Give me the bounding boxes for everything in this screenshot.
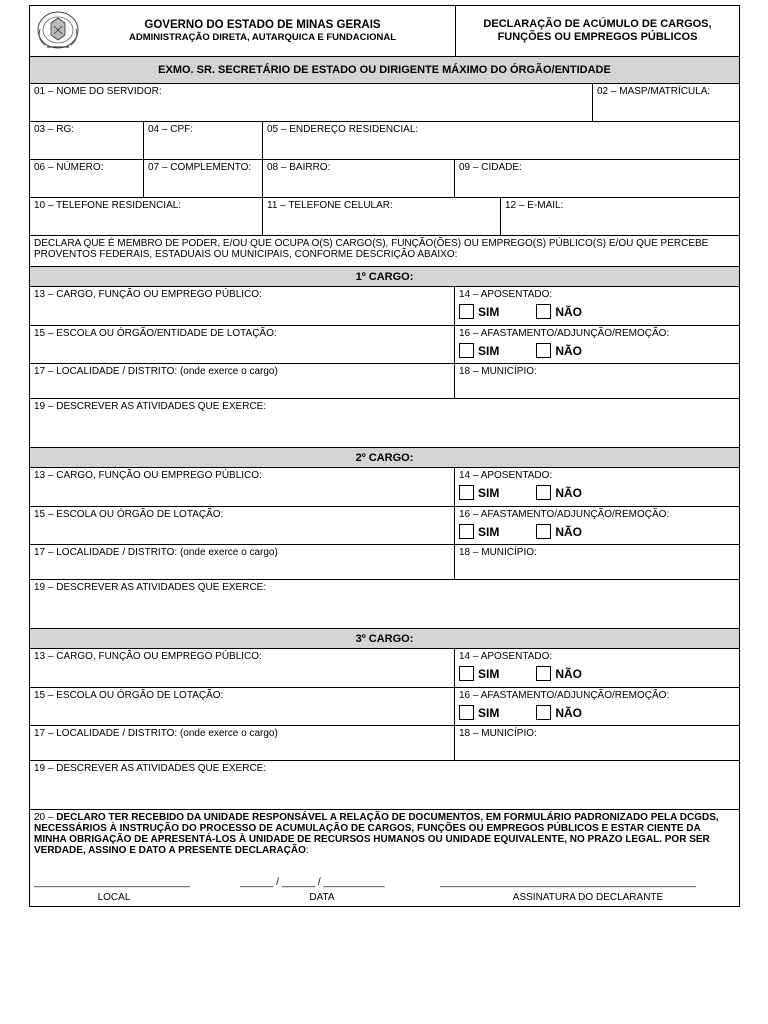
- number-field[interactable]: 06 – NÚMERO:: [30, 160, 144, 197]
- cargo-3-retired-field: [455, 649, 739, 687]
- final-declaration: [30, 810, 739, 906]
- cargo-3-row-activities: [30, 761, 739, 810]
- row-documents: [30, 122, 739, 160]
- cargo-3-leave-field: [455, 688, 739, 725]
- cargo-3-retired-no-checkbox[interactable]: [536, 666, 551, 681]
- cargo-1-retired-yes-checkbox[interactable]: [459, 304, 474, 319]
- cargo-1-row-activities: [30, 399, 739, 448]
- cargo-3-retired-yes-checkbox[interactable]: [459, 666, 474, 681]
- servant-name-field[interactable]: 01 – NOME DO SERVIDOR:: [30, 84, 593, 121]
- cargo-2-row-lotacao: [30, 507, 739, 545]
- local-label: LOCAL: [97, 892, 131, 903]
- cargo-1-activities-field[interactable]: 19 – DESCREVER AS ATIVIDADES QUE EXERCE:: [34, 401, 267, 412]
- cargo-2-row-activities: [30, 580, 739, 629]
- cargo-2-retired-yes-checkbox[interactable]: [459, 485, 474, 500]
- cargo-1-position-field[interactable]: 13 – CARGO, FUNÇÃO OU EMPREGO PÚBLICO:: [30, 287, 455, 325]
- row-address-details: [30, 160, 739, 198]
- cargo-2-band: 2º CARGO:: [30, 448, 739, 468]
- cargo-2-activities-field[interactable]: 19 – DESCREVER AS ATIVIDADES QUE EXERCE:: [34, 582, 267, 593]
- cargo-1-retired-field: [455, 287, 739, 325]
- cargo-1-leave-label: 16 – AFASTAMENTO/ADJUNÇÃO/REMOÇÃO:: [459, 328, 670, 339]
- cargo-2-leave-no-label: NÃO: [555, 524, 583, 539]
- masp-field[interactable]: 02 – MASP/MATRÍCULA:: [597, 86, 711, 97]
- cargo-1-retired-yes-label: SIM: [478, 304, 500, 319]
- cargo-3-leave-label: 16 – AFASTAMENTO/ADJUNÇÃO/REMOÇÃO:: [459, 690, 670, 701]
- cargo-1-band: 1º CARGO:: [30, 267, 739, 287]
- government-title: GOVERNO DO ESTADO DE MINAS GERAIS: [144, 19, 381, 31]
- state-coat-of-arms-icon: [35, 9, 81, 52]
- cargo-2-leave-yes-checkbox[interactable]: [459, 524, 474, 539]
- final-declaration-number: 20 –: [34, 812, 57, 823]
- cargo-1-retired-label: 14 – APOSENTADO:: [459, 289, 553, 300]
- cargo-3-lotacao-field[interactable]: 15 – ESCOLA OU ÓRGÃO DE LOTAÇÃO:: [30, 688, 455, 725]
- cargo-2-retired-field: [455, 468, 739, 506]
- cargo-1-row-position: [30, 287, 739, 326]
- cargo-2-leave-label: 16 – AFASTAMENTO/ADJUNÇÃO/REMOÇÃO:: [459, 509, 670, 520]
- cargo-3-position-field[interactable]: 13 – CARGO, FUNÇÃO OU EMPREGO PÚBLICO:: [30, 649, 455, 687]
- cargo-1-row-location: [30, 364, 739, 399]
- declaration-form: [29, 5, 740, 907]
- neighborhood-field[interactable]: 08 – BAIRRO:: [263, 160, 455, 197]
- local-signature-line[interactable]: ____________________________: [34, 877, 190, 888]
- cargo-1-leave-field: [455, 326, 739, 363]
- cargo-2-row-location: [30, 545, 739, 580]
- cargo-1-locality-field[interactable]: 17 – LOCALIDADE / DISTRITO: (onde exerce o cargo): [30, 364, 455, 398]
- declarant-signature-line[interactable]: ______________________________________________: [440, 877, 696, 888]
- government-subtitle: ADMINISTRAÇÃO DIRETA, AUTARQUICA E FUNDACIONAL: [128, 32, 397, 43]
- cargo-3-row-lotacao: [30, 688, 739, 726]
- cargo-2-leave-field: [455, 507, 739, 544]
- addressee-band: EXMO. SR. SECRETÁRIO DE ESTADO OU DIRIGENTE MÁXIMO DO ÓRGÃO/ENTIDADE: [30, 57, 739, 84]
- cargo-2-retired-no-label: NÃO: [555, 485, 583, 500]
- cargo-1-leave-no-label: NÃO: [555, 343, 583, 358]
- cargo-3-municipality-field[interactable]: 18 – MUNICÍPIO:: [459, 728, 537, 739]
- final-declaration-colon: :: [305, 845, 309, 856]
- cargo-3-activities-field[interactable]: 19 – DESCREVER AS ATIVIDADES QUE EXERCE:: [34, 763, 267, 774]
- cargo-1-lotacao-field[interactable]: 15 – ESCOLA OU ÓRGÃO/ENTIDADE DE LOTAÇÃO:: [30, 326, 455, 363]
- cargo-3-leave-yes-checkbox[interactable]: [459, 705, 474, 720]
- cargo-2-retired-label: 14 – APOSENTADO:: [459, 470, 553, 481]
- cargo-2-position-field[interactable]: 13 – CARGO, FUNÇÃO OU EMPREGO PÚBLICO:: [30, 468, 455, 506]
- date-label: DATA: [309, 892, 335, 903]
- complement-field[interactable]: 07 – COMPLEMENTO:: [144, 160, 263, 197]
- form-header: [30, 6, 739, 57]
- cargo-3-retired-yes-label: SIM: [478, 666, 500, 681]
- cargo-1-leave-yes-label: SIM: [478, 343, 500, 358]
- cell-phone-field[interactable]: 11 – TELEFONE CELULAR:: [263, 198, 501, 235]
- home-phone-field[interactable]: 10 – TELEFONE RESIDENCIAL:: [30, 198, 263, 235]
- cargo-3-locality-field[interactable]: 17 – LOCALIDADE / DISTRITO: (onde exerce o cargo): [30, 726, 455, 760]
- cargo-3-row-position: [30, 649, 739, 688]
- cargo-3-leave-no-checkbox[interactable]: [536, 705, 551, 720]
- row-name: [30, 84, 739, 122]
- cargo-1-retired-no-label: NÃO: [555, 304, 583, 319]
- cargo-2-retired-no-checkbox[interactable]: [536, 485, 551, 500]
- document-title-line-2: FUNÇÕES OU EMPREGOS PÚBLICOS: [497, 31, 698, 43]
- cargo-2-locality-field[interactable]: 17 – LOCALIDADE / DISTRITO: (onde exerce o cargo): [30, 545, 455, 579]
- date-signature-line[interactable]: ______ / ______ / ___________: [240, 877, 385, 888]
- cargo-2-municipality-field[interactable]: 18 – MUNICÍPIO:: [459, 547, 537, 558]
- declarant-signature-label: ASSINATURA DO DECLARANTE: [512, 892, 664, 903]
- cpf-field[interactable]: 04 – CPF:: [144, 122, 263, 159]
- cargo-3-row-location: [30, 726, 739, 761]
- city-field[interactable]: 09 – CIDADE:: [459, 162, 522, 173]
- cargo-3-leave-no-label: NÃO: [555, 705, 583, 720]
- row-contacts: [30, 198, 739, 236]
- rg-field[interactable]: 03 – RG:: [30, 122, 144, 159]
- declaration-statement: DECLARA QUE É MEMBRO DE PODER, E/OU QUE OCUPA O(S) CARGO(S), FUNÇÃO(ÕES) OU EMPREGO(S) PÚBLICO(S) E/OU QUE PERCEBE PROVENTOS FEDERAIS, ESTADUAIS OU MUNICIPAIS, CONFORME DESCRIÇÃO ABAIXO:: [30, 236, 739, 267]
- cargo-3-band: 3º CARGO:: [30, 629, 739, 649]
- document-title-line-1: DECLARAÇÃO DE ACÚMULO DE CARGOS,: [483, 18, 712, 30]
- final-declaration-body: DECLARO TER RECEBIDO DA UNIDADE RESPONSÁVEL A RELAÇÃO DE DOCUMENTOS, EM FORMULÁRIO PADRONIZADO PELA DCGDS, NECESSÁRIOS À INSTRUÇÃO DO PROCESSO DE ACUMULAÇÃO DE CARGOS, FUNÇÕES OU EMPREGOS PÚBLICOS E ESTAR CIENTE DA MINHA OBRIGAÇÃO DE APRESENTÁ-LOS À UNIDADE DE RECURSOS HUMANOS OU UNIDADE EQUIVALENTE, NO PRAZO LEGAL. POR SER VERDADE, ASSINO E DATO A PRESENTE DECLARAÇÃO: [34, 812, 719, 856]
- cargo-2-row-position: [30, 468, 739, 507]
- cargo-3-leave-yes-label: SIM: [478, 705, 500, 720]
- cargo-1-leave-yes-checkbox[interactable]: [459, 343, 474, 358]
- cargo-2-lotacao-field[interactable]: 15 – ESCOLA OU ÓRGÃO DE LOTAÇÃO:: [30, 507, 455, 544]
- email-field[interactable]: 12 – E-MAIL:: [505, 200, 564, 211]
- cargo-3-retired-label: 14 – APOSENTADO:: [459, 651, 553, 662]
- government-header: [30, 6, 456, 56]
- cargo-1-row-lotacao: [30, 326, 739, 364]
- cargo-1-municipality-field[interactable]: 18 – MUNICÍPIO:: [459, 366, 537, 377]
- cargo-2-leave-no-checkbox[interactable]: [536, 524, 551, 539]
- final-declaration-text: [34, 812, 735, 856]
- cargo-2-retired-yes-label: SIM: [478, 485, 500, 500]
- cargo-2-leave-yes-label: SIM: [478, 524, 500, 539]
- address-field[interactable]: 05 – ENDEREÇO RESIDENCIAL:: [267, 124, 419, 135]
- cargo-1-leave-no-checkbox[interactable]: [536, 343, 551, 358]
- cargo-3-retired-no-label: NÃO: [555, 666, 583, 681]
- cargo-1-retired-no-checkbox[interactable]: [536, 304, 551, 319]
- document-title: [456, 6, 739, 56]
